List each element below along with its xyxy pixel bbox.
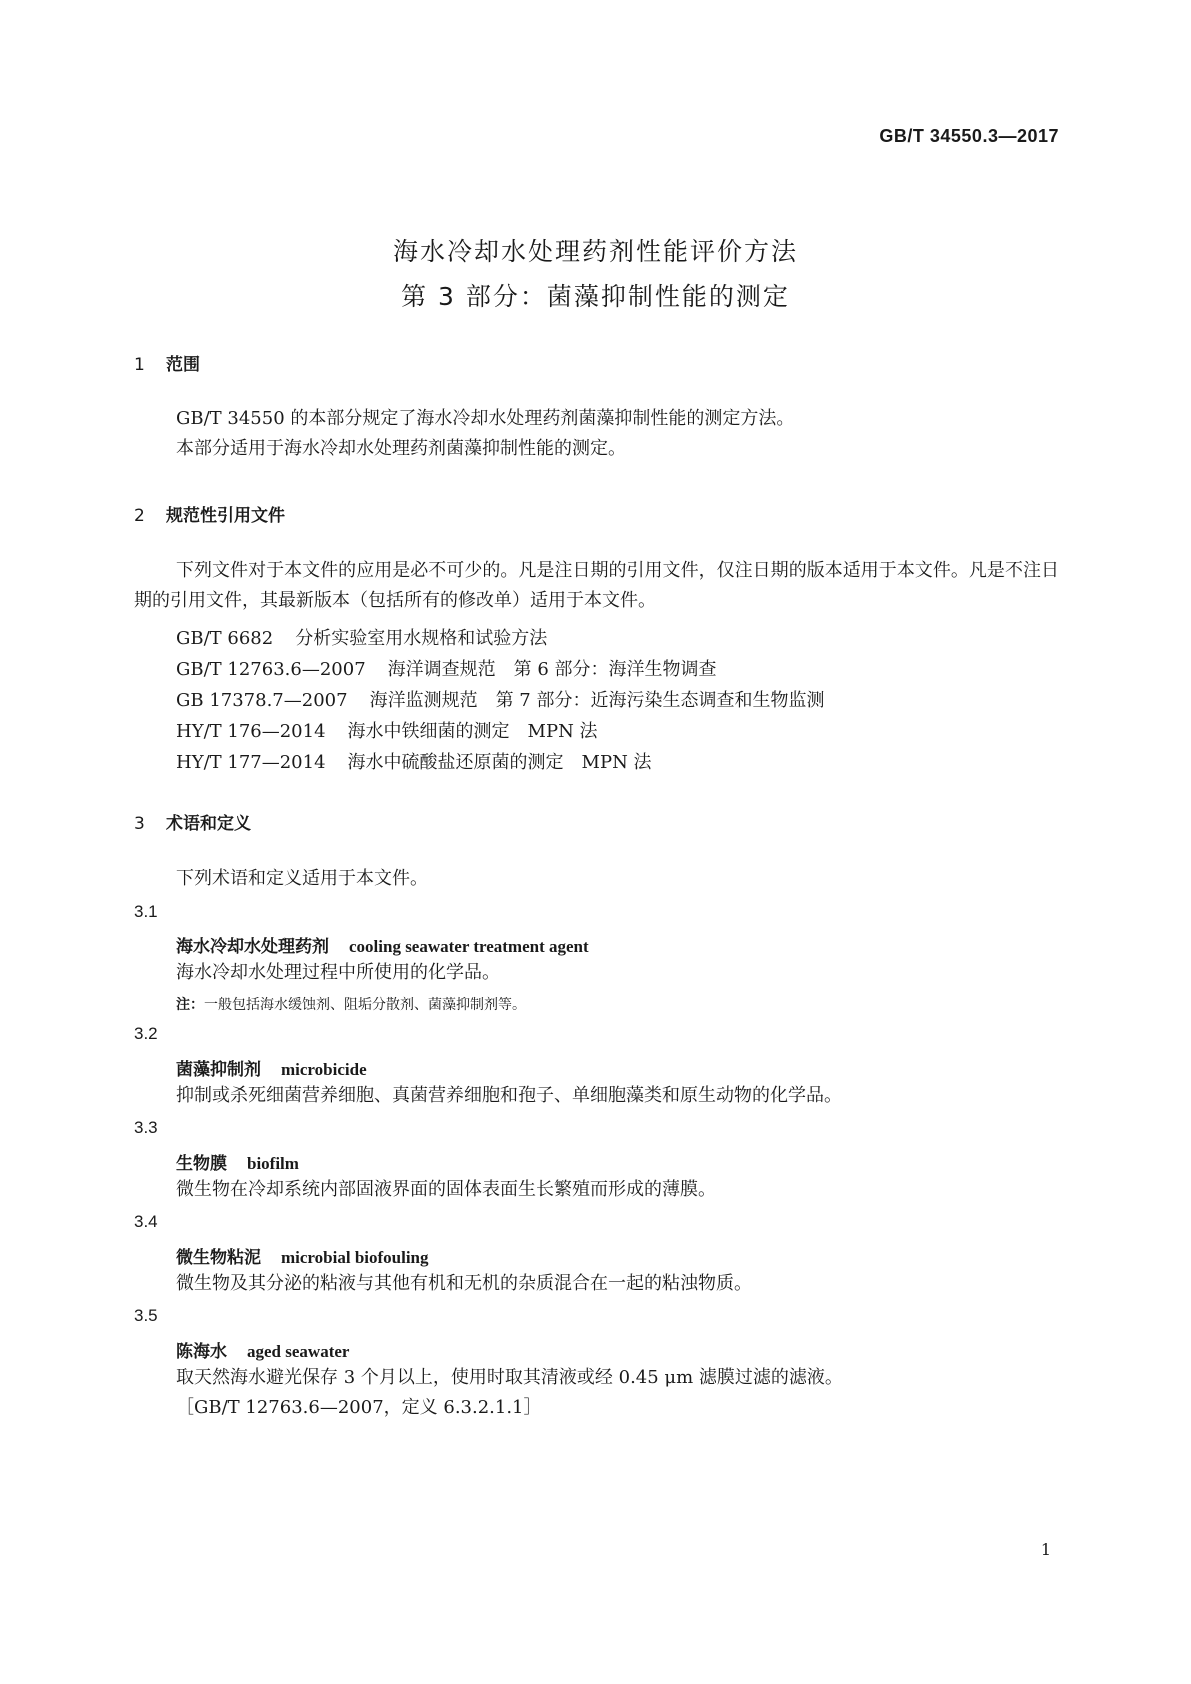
reference-code: GB/T 12763.6—2007	[176, 659, 366, 680]
note-label: 注：	[176, 997, 204, 1013]
term-number: 3.5	[134, 1306, 158, 1325]
term-zh: 海水冷却水处理药剂	[176, 937, 329, 957]
paragraph: 本部分适用于海水冷却水处理药剂菌藻抑制性能的测定。	[176, 438, 626, 459]
reference-title: 海洋监测规范 第 7 部分：近海污染生态调查和生物监测	[369, 690, 825, 711]
term-number: 3.1	[134, 902, 158, 921]
term-definition: 取天然海水避光保存 3 个月以上，使用时取其清液或经 0.45 μm 滤膜过滤的滤液。	[176, 1367, 843, 1388]
term-number: 3.3	[134, 1118, 158, 1137]
reference-code: HY/T 176—2014	[176, 721, 326, 742]
reference-code: GB 17378.7—2007	[176, 690, 348, 711]
term-definition: 微生物在冷却系统内部固液界面的固体表面生长繁殖而形成的薄膜。	[176, 1179, 716, 1200]
reference-item	[176, 624, 547, 650]
term-en: aged seawater	[247, 1342, 350, 1361]
standard-number: GB/T 34550.3—2017	[879, 126, 1059, 146]
reference-item	[176, 655, 717, 681]
term-zh: 陈海水	[176, 1342, 227, 1362]
section-heading-normative-references	[134, 501, 285, 526]
reference-item	[176, 717, 598, 743]
section-heading-scope	[134, 350, 200, 375]
term-en: cooling seawater treatment agent	[349, 937, 589, 956]
term-source: ［GB/T 12763.6—2007，定义 6.3.2.1.1］	[176, 1397, 542, 1418]
term-number: 3.4	[134, 1212, 158, 1231]
term-definition: 海水冷却水处理过程中所使用的化学品。	[176, 962, 500, 983]
term-en: microbial biofouling	[281, 1248, 429, 1267]
reference-title: 海水中硫酸盐还原菌的测定 MPN 法	[347, 752, 652, 773]
reference-item	[176, 686, 824, 712]
reference-title: 分析实验室用水规格和试验方法	[295, 628, 548, 649]
term-en: microbicide	[281, 1060, 367, 1079]
section-title: 术语和定义	[166, 814, 251, 834]
term-number: 3.2	[134, 1024, 158, 1043]
reference-item	[176, 748, 652, 774]
term-zh: 生物膜	[176, 1154, 227, 1174]
term-heading	[176, 1149, 299, 1174]
section-title: 规范性引用文件	[166, 506, 285, 526]
section-number: 1	[134, 355, 145, 375]
section-number: 2	[134, 506, 145, 526]
section-number: 3	[134, 814, 145, 834]
term-note	[176, 994, 526, 1014]
reference-title: 海洋调查规范 第 6 部分：海洋生物调查	[387, 659, 717, 680]
paragraph: 下列术语和定义适用于本文件。	[176, 868, 428, 889]
term-zh: 微生物粘泥	[176, 1248, 261, 1268]
document-subtitle: 第 3 部分：菌藻抑制性能的测定	[401, 282, 790, 311]
page-number: 1	[1040, 1540, 1051, 1559]
term-definition: 微生物及其分泌的粘液与其他有机和无机的杂质混合在一起的粘浊物质。	[176, 1273, 752, 1294]
term-heading	[176, 1243, 429, 1268]
term-en: biofilm	[247, 1154, 299, 1173]
reference-title: 海水中铁细菌的测定 MPN 法	[347, 721, 598, 742]
term-heading	[176, 1337, 349, 1362]
term-heading	[176, 1055, 367, 1080]
reference-code: HY/T 177—2014	[176, 752, 326, 773]
paragraph: GB/T 34550 的本部分规定了海水冷却水处理药剂菌藻抑制性能的测定方法。	[176, 408, 795, 429]
section-title: 范围	[166, 355, 200, 375]
document-title: 海水冷却水处理药剂性能评价方法	[392, 237, 798, 266]
reference-code: GB/T 6682	[176, 628, 274, 649]
term-heading	[176, 932, 589, 957]
paragraph: 下列文件对于本文件的应用是必不可少的。凡是注日期的引用文件，仅注日期的版本适用于本文件。凡是不注日期的引用文件，其最新版本（包括所有的修改单）适用于本文件。	[134, 560, 1059, 611]
note-text: 一般包括海水缓蚀剂、阻垢分散剂、菌藻抑制剂等。	[204, 997, 526, 1013]
section-heading-terms	[134, 809, 251, 834]
term-zh: 菌藻抑制剂	[176, 1060, 261, 1080]
term-definition: 抑制或杀死细菌营养细胞、真菌营养细胞和孢子、单细胞藻类和原生动物的化学品。	[176, 1085, 842, 1106]
